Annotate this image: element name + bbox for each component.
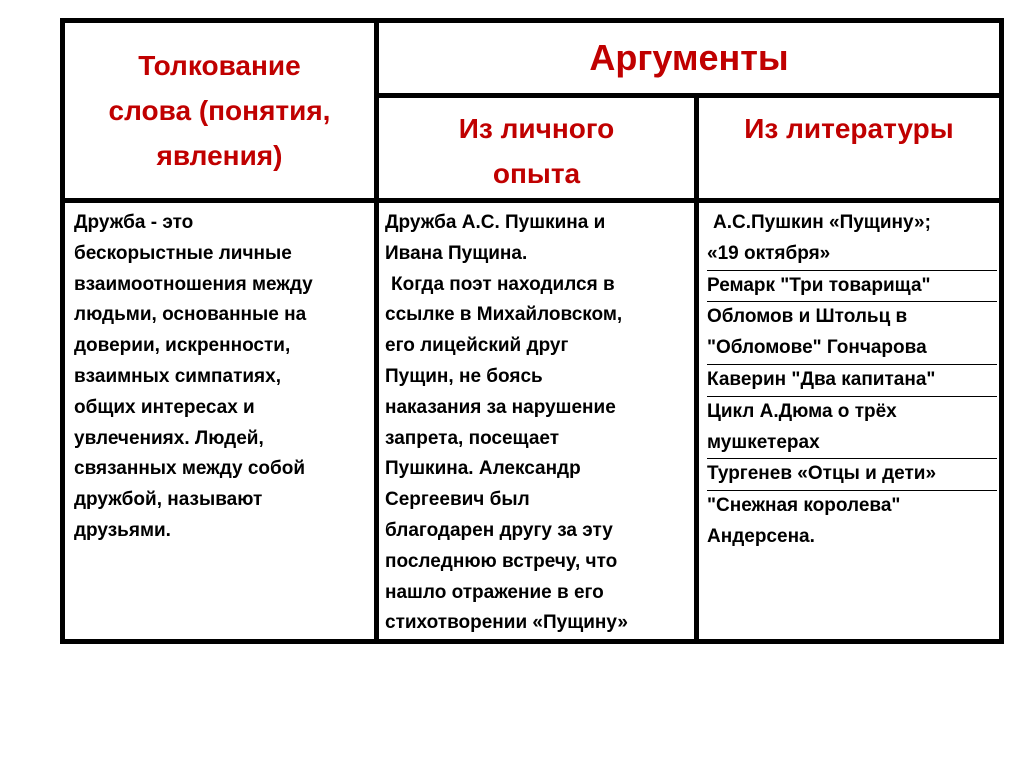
literature-line: Андерсена. (707, 525, 815, 547)
personal-line: запрета, посещает (385, 427, 560, 449)
header-personal-experience (379, 98, 694, 198)
definition-line: взаимных симпатиях, (74, 365, 281, 387)
literature-item (707, 365, 997, 397)
literature-line: "Обломове" Гончарова (707, 337, 927, 359)
header-arguments-text: Аргументы (589, 36, 789, 78)
literature-line: Тургенев «Отцы и дети» (707, 463, 937, 485)
header-personal-text (459, 106, 615, 196)
personal-line: благодарен другу за эту (385, 519, 613, 541)
literature-line: Каверин "Два капитана" (707, 368, 936, 390)
definition-line: Дружба - это (74, 212, 194, 233)
literature-line: мушкетерах (707, 431, 820, 453)
literature-item (707, 271, 997, 303)
literature-line: Цикл А.Дюма о трёх (707, 400, 897, 422)
literature-item (707, 397, 997, 460)
personal-line: Пушкина. Александр (385, 458, 581, 480)
personal-line: Когда поэт находился в (391, 273, 615, 295)
definition-line: доверии, искренности, (74, 335, 291, 357)
header-interpretation-line: слова (понятия, (108, 95, 331, 126)
literature-line: Обломов и Штольц в (707, 306, 908, 328)
personal-line: наказания за нарушение (385, 396, 616, 418)
definition-line: общих интересах и (74, 396, 255, 418)
header-literature (699, 98, 999, 198)
definition-cell (65, 203, 374, 639)
definition-line: бескорыстные личные (74, 242, 292, 264)
literature-line: А.С.Пушкин «Пущину»; (713, 212, 931, 233)
personal-line: стихотворении «Пущину» (385, 612, 628, 634)
definition-line: связанных между собой (74, 458, 306, 480)
literature-item (707, 459, 997, 491)
definition-line: увлечениях. Людей, (74, 427, 264, 449)
literature-cell (699, 203, 999, 639)
literature-line: Ремарк "Три товарища" (707, 274, 931, 296)
personal-line: Сергеевич был (385, 489, 530, 511)
personal-line: Пущин, не боясь (385, 365, 543, 387)
personal-line: нашло отражение в его (385, 581, 604, 603)
literature-item (707, 491, 997, 553)
definition-line: взаимоотношения между (74, 273, 313, 295)
personal-experience-cell (379, 203, 694, 639)
header-arguments (379, 23, 999, 93)
header-interpretation-line: Толкование (138, 50, 301, 81)
definition-line: людьми, основанные на (74, 304, 307, 326)
personal-line: последнюю встречу, что (385, 550, 618, 572)
personal-line: его лицейский друг (385, 335, 569, 357)
personal-line: Ивана Пущина. (385, 242, 528, 264)
header-literature-text: Из литературы (744, 113, 954, 144)
header-interpretation-text (109, 43, 331, 178)
literature-item (707, 302, 997, 365)
header-personal-line: Из личного (458, 113, 615, 144)
literature-line: «19 октября» (707, 242, 831, 264)
definition-line: друзьями. (74, 519, 171, 541)
definition-line: дружбой, называют (74, 489, 263, 511)
personal-line: ссылке в Михайловском, (385, 304, 623, 326)
header-interpretation (65, 23, 374, 198)
header-personal-line: опыта (492, 158, 581, 189)
literature-line: "Снежная королева" (707, 495, 901, 517)
personal-line: Дружба А.С. Пушкина и (385, 212, 606, 233)
header-interpretation-line: явления) (156, 140, 283, 171)
literature-item (707, 208, 997, 271)
friendship-table (60, 18, 1004, 644)
